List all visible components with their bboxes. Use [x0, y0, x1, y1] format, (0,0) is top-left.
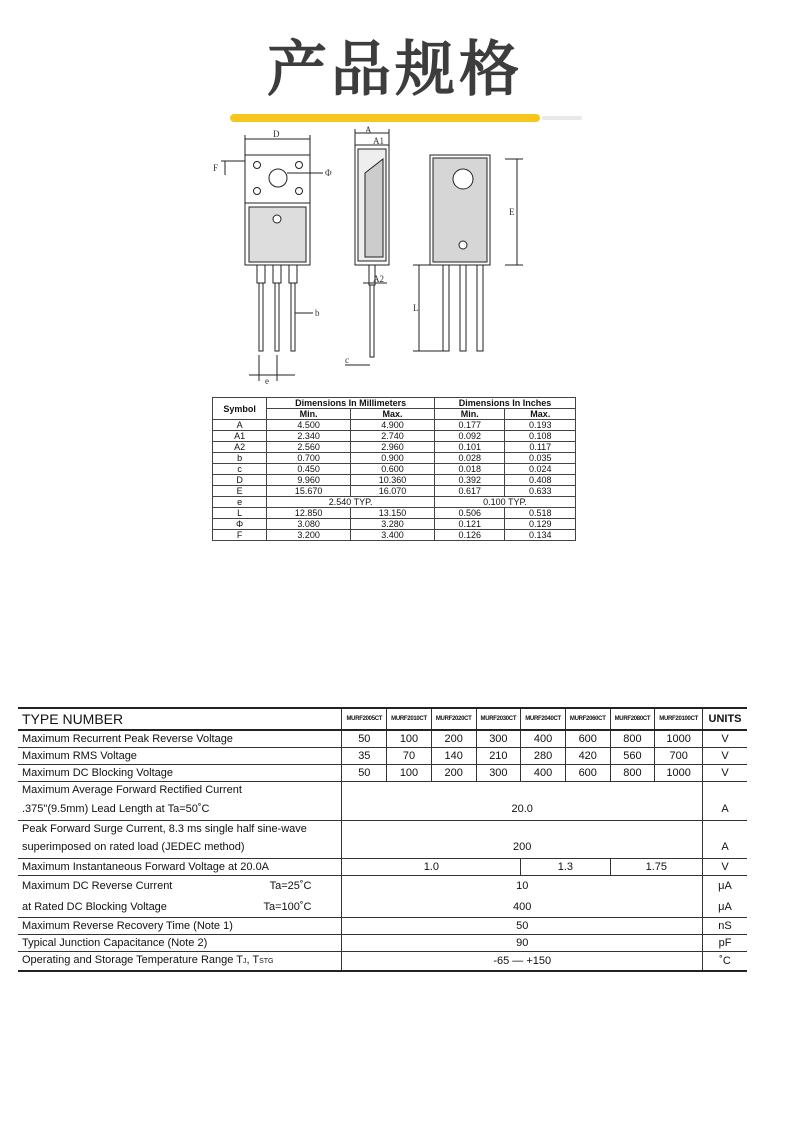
spec-value: 280	[521, 748, 566, 765]
dim-cell: 9.960	[267, 475, 351, 486]
in-header: Dimensions In Inches	[434, 398, 575, 409]
model-header: MURF2030CT	[476, 708, 521, 730]
spec-value: 90	[342, 935, 703, 952]
spec-row-ir-b	[18, 897, 747, 918]
spec-value: 50	[342, 918, 703, 935]
param-label: Maximum Instantaneous Forward Voltage at 20.0A	[18, 859, 342, 876]
dim-symbol: c	[213, 464, 267, 475]
ir-condition: Ta=100˚C	[263, 900, 312, 913]
param-label: .375"(9.5mm) Lead Length at Ta=50˚C	[18, 798, 342, 820]
spec-value: 35	[342, 748, 387, 765]
dim-cell: 0.177	[434, 420, 505, 431]
spec-value-blank	[342, 820, 703, 837]
dim-row	[213, 475, 576, 486]
dimensions-table	[212, 397, 576, 541]
ir-label: at Rated DC Blocking Voltage	[22, 900, 167, 913]
spec-unit: μA	[703, 897, 748, 918]
spec-value: 1000	[655, 730, 703, 748]
dim-cell: 3.400	[351, 530, 435, 541]
mm-max-header: Max.	[351, 409, 435, 420]
dim-cell: 0.108	[505, 431, 576, 442]
dim-cell: 2.740	[351, 431, 435, 442]
param-label: Maximum Recurrent Peak Reverse Voltage	[18, 730, 342, 748]
spec-value: 400	[521, 730, 566, 748]
spec-value: 20.0	[342, 798, 703, 820]
dim-row	[213, 530, 576, 541]
spec-value: 400	[342, 897, 703, 918]
dim-symbol: A	[213, 420, 267, 431]
spec-value: 140	[431, 748, 476, 765]
param-label	[18, 952, 342, 972]
spec-row-iav-a	[18, 782, 747, 799]
spec-unit: V	[703, 748, 748, 765]
spec-row-cj	[18, 935, 747, 952]
dim-cell: 4.900	[351, 420, 435, 431]
dim-cell: 0.028	[434, 453, 505, 464]
dim-label-e-upper: E	[509, 207, 515, 217]
spec-row-vf	[18, 859, 747, 876]
spec-value: 300	[476, 730, 521, 748]
spec-row-vrrm	[18, 730, 747, 748]
spec-value: 420	[565, 748, 610, 765]
param-label: Peak Forward Surge Current, 8.3 ms single half sine-wave	[22, 822, 307, 835]
dim-cell: 0.134	[505, 530, 576, 541]
spec-value: 400	[521, 765, 566, 782]
dim-cell: 0.408	[505, 475, 576, 486]
spec-value: 300	[476, 765, 521, 782]
mm-min-header: Min.	[267, 409, 351, 420]
spec-row-ifsm-a	[18, 820, 747, 837]
dim-cell: 0.900	[351, 453, 435, 464]
spec-unit: pF	[703, 935, 748, 952]
in-max-header: Max.	[505, 409, 576, 420]
spec-value: 50	[342, 730, 387, 748]
model-header: MURF2040CT	[521, 708, 566, 730]
dim-label-c: c	[345, 355, 349, 365]
spec-value: 50	[342, 765, 387, 782]
spec-unit: V	[703, 730, 748, 748]
dim-cell: 10.360	[351, 475, 435, 486]
package-outline-drawing	[205, 125, 550, 390]
spec-value: 210	[476, 748, 521, 765]
model-header: MURF2020CT	[431, 708, 476, 730]
spec-row-ifsm-b	[18, 837, 747, 859]
dim-cell: 0.700	[267, 453, 351, 464]
spec-value: 700	[655, 748, 703, 765]
dim-symbol: A1	[213, 431, 267, 442]
param-label: superimposed on rated load (JEDEC method)	[18, 837, 342, 859]
dim-cell: 0.193	[505, 420, 576, 431]
symbol-header: Symbol	[213, 398, 267, 420]
spec-value-blank	[342, 782, 703, 799]
temp-sub-stg: STG	[259, 958, 274, 965]
spec-value: 1.3	[521, 859, 610, 876]
in-min-header: Min.	[434, 409, 505, 420]
param-label: Maximum Average Forward Rectified Current	[22, 784, 242, 796]
dim-cell: 0.121	[434, 519, 505, 530]
dim-cell: 12.850	[267, 508, 351, 519]
dim-cell: 2.540 TYP.	[267, 497, 435, 508]
dim-row	[213, 420, 576, 431]
dim-cell: 0.024	[505, 464, 576, 475]
dim-cell: 13.150	[351, 508, 435, 519]
page-title: 产品规格	[267, 35, 523, 105]
dim-label-a1: A1	[373, 136, 384, 146]
dim-cell: 0.506	[434, 508, 505, 519]
spec-row-ir-a	[18, 876, 747, 897]
dim-cell: 0.392	[434, 475, 505, 486]
spec-value: -65 — +150	[342, 952, 703, 972]
spec-value: 800	[610, 730, 655, 748]
dim-cell: 0.101	[434, 442, 505, 453]
type-number-header: TYPE NUMBER	[18, 708, 342, 730]
spec-value: 1.0	[342, 859, 521, 876]
spec-unit: V	[703, 765, 748, 782]
title-underline-shadow	[542, 116, 582, 120]
dim-label-a2: A2	[373, 274, 384, 284]
temp-sep: , T	[246, 954, 260, 966]
dim-symbol: L	[213, 508, 267, 519]
spec-value: 200	[342, 837, 703, 859]
dim-label-d: D	[273, 129, 280, 139]
dim-symbol: F	[213, 530, 267, 541]
dim-cell: 3.080	[267, 519, 351, 530]
dim-cell: 0.600	[351, 464, 435, 475]
param-label	[18, 876, 342, 897]
dim-cell: 0.035	[505, 453, 576, 464]
spec-value: 100	[387, 765, 432, 782]
dim-row	[213, 431, 576, 442]
spec-unit: A	[703, 798, 748, 820]
dim-symbol: e	[213, 497, 267, 508]
spec-unit: μA	[703, 876, 748, 897]
dim-cell: 4.500	[267, 420, 351, 431]
spec-row-iav-b	[18, 798, 747, 820]
dim-cell: 0.129	[505, 519, 576, 530]
dim-cell: 0.518	[505, 508, 576, 519]
dim-cell: 15.670	[267, 486, 351, 497]
spec-value: 200	[431, 730, 476, 748]
dim-row	[213, 519, 576, 530]
spec-header-row	[18, 708, 747, 730]
dim-symbol: Φ	[213, 519, 267, 530]
param-label: Maximum RMS Voltage	[18, 748, 342, 765]
dim-cell: 0.633	[505, 486, 576, 497]
dim-label-e: e	[265, 376, 269, 386]
model-header: MURF2060CT	[565, 708, 610, 730]
mm-header: Dimensions In Millimeters	[267, 398, 435, 409]
spec-unit: V	[703, 859, 748, 876]
param-label: Typical Junction Capacitance (Note 2)	[18, 935, 342, 952]
dim-cell: 2.340	[267, 431, 351, 442]
spec-unit: nS	[703, 918, 748, 935]
spec-value: 70	[387, 748, 432, 765]
spec-row-vdc	[18, 765, 747, 782]
dim-cell: 0.100 TYP.	[434, 497, 575, 508]
title-underline	[230, 114, 540, 122]
dim-symbol: D	[213, 475, 267, 486]
spec-value: 10	[342, 876, 703, 897]
model-header: MURF2080CT	[610, 708, 655, 730]
spec-value: 600	[565, 765, 610, 782]
dim-row	[213, 464, 576, 475]
temp-label: Operating and Storage Temperature Range T	[22, 954, 243, 966]
dim-cell: 0.092	[434, 431, 505, 442]
dim-cell: 0.450	[267, 464, 351, 475]
dim-symbol: b	[213, 453, 267, 464]
spec-unit: A	[703, 837, 748, 859]
spec-value: 560	[610, 748, 655, 765]
dim-label-phi: Φ	[325, 168, 332, 178]
dim-cell: 16.070	[351, 486, 435, 497]
dim-symbol: E	[213, 486, 267, 497]
spec-row-trr	[18, 918, 747, 935]
dim-symbol: A2	[213, 442, 267, 453]
ir-condition: Ta=25˚C	[269, 880, 312, 893]
spec-value: 200	[431, 765, 476, 782]
dim-row	[213, 453, 576, 464]
dim-row	[213, 442, 576, 453]
spec-value: 100	[387, 730, 432, 748]
electrical-spec-table	[18, 707, 747, 972]
spec-value: 1000	[655, 765, 703, 782]
model-header: MURF2005CT	[342, 708, 387, 730]
dim-label-a: A	[365, 125, 372, 135]
dim-cell: 0.126	[434, 530, 505, 541]
spec-row-temp	[18, 952, 747, 972]
temp-sub-j: J	[242, 958, 247, 965]
dim-label-f: F	[213, 163, 219, 173]
dim-cell: 2.960	[351, 442, 435, 453]
dim-cell: 3.280	[351, 519, 435, 530]
dim-cell: 0.617	[434, 486, 505, 497]
dim-cell: 0.117	[505, 442, 576, 453]
spec-value: 800	[610, 765, 655, 782]
param-label	[18, 897, 342, 918]
spec-row-vrms	[18, 748, 747, 765]
units-header: UNITS	[703, 708, 748, 730]
param-label: Maximum Reverse Recovery Time (Note 1)	[18, 918, 342, 935]
ir-label: Maximum DC Reverse Current	[22, 880, 173, 893]
dim-row	[213, 497, 576, 508]
dim-label-b: b	[315, 308, 320, 318]
dim-row	[213, 486, 576, 497]
spec-value: 1.75	[610, 859, 702, 876]
dim-label-l: L	[413, 303, 419, 313]
dim-cell: 2.560	[267, 442, 351, 453]
dim-row	[213, 508, 576, 519]
dim-cell: 0.018	[434, 464, 505, 475]
dim-cell: 3.200	[267, 530, 351, 541]
spec-value: 600	[565, 730, 610, 748]
spec-unit: ˚C	[703, 952, 748, 972]
spec-unit-blank	[703, 782, 748, 799]
model-header: MURF20100CT	[655, 708, 703, 730]
param-label: Maximum DC Blocking Voltage	[18, 765, 342, 782]
spec-unit-blank	[703, 820, 748, 837]
model-header: MURF2010CT	[387, 708, 432, 730]
